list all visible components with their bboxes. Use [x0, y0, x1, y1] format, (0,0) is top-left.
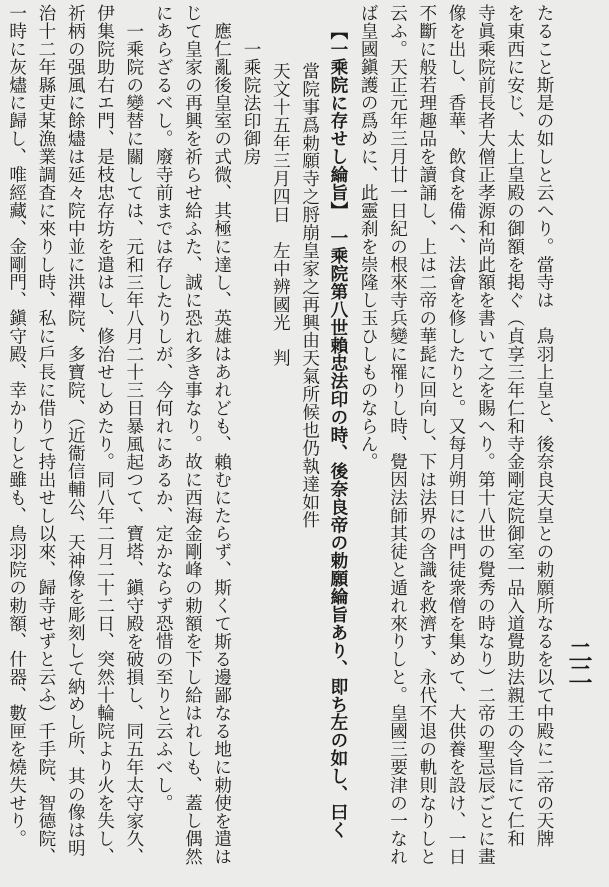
text-line: 應仁亂後皇室の式微、其極に達し、英雄はあれども、賴むにたらず、斯くて斯る邊鄙なる地に勅使を遣は	[211, 22, 232, 866]
text-line: 治十二年縣吏某漁業調査に來りし時、私に戶長に借りて持出せし以來、歸寺せずと云ふ）千手院、智德院、	[35, 4, 56, 866]
text-line: 伊集院助右エ門、是枝忠存坊を遣はし、修治せしめたり。同八年二月二十二日、突然十輪院より火を失し、	[94, 4, 115, 866]
text-line: 祈柄の强風に餘燼は延々院中並に洪禪院、多寶院、（近衞信輔公、天神像を彫刻して納めし所、其の像は明	[65, 4, 86, 857]
text-line: たること斯是の如しと云へり。當寺は 鳥羽上皇と、後奈良天皇との勅願所なるを以て中殿に二帝の天牌	[534, 4, 554, 848]
text-line: を東西に安じ、太上皇殿の御額を掲ぐ（貞享三年仁和寺金剛定院御室一品入道覺助法親王の令旨にて仁和	[504, 4, 525, 848]
text-line: 當院事爲勅願寺之脟崩皇家之再興由天氣所候也仍執達如件	[299, 62, 320, 529]
text-line: ば皇國鎭護の爲めに、此靈刹を崇隆し玉ひしものならん。	[358, 4, 379, 471]
vertical-text-body	[6, 4, 558, 880]
text-line: じて皇家の再興を祈らせ給ふた、誠に恐れ多き事なり。故に西海金剛峰の勅額を下し給はれしも、蓋し偶然	[182, 4, 203, 866]
text-line: 一時に灰燼に歸し、唯經藏、金剛門、鎭守殿、幸かりしと雖も、鳥羽院の勅額、什器、數匣を燒失せり。	[6, 4, 27, 848]
text-line: 天文十五年三月四日 左中辨國光 判	[270, 62, 291, 368]
page-number: 二二	[564, 640, 593, 684]
text-line: 云ふ。天正元年三月廿一日紀の根來寺兵變に罹りし時、覺因法師其徒と遁れ來りしと。皇國三要津の一なれ	[387, 4, 408, 866]
text-line: 一乘院法印御房	[241, 40, 262, 166]
text-line: にあらざるべし。廢寺前までは存したりしが、今何れにあるか、定かならず恐惜の至りと云ふべし。	[153, 4, 174, 812]
section-heading-line: 【一乘院に存せし綸旨】 一乘院第八世賴忠法印の時、後奈良帝の勅願綸旨あり、即ち左の如し、曰く	[327, 22, 349, 839]
text-line: 一乘院の變替に關しては、元和三年八月二十三日暴風起つて、寶塔、鎭守殿を破損し、同五年太守家久、	[123, 22, 144, 866]
text-line: 不斷に般若理趣品を讀誦し、上は二帝の華髭に回向し、下は法界の含識を救濟す、永代不退の軌則なりしと	[416, 4, 437, 866]
text-line: 寺眞乘院前長者大僧正孝源和尚此額を書いて之を賜へり。第十八世の覺秀の時なり）二帝の聖忌辰ごとに畫	[475, 4, 496, 866]
text-line: 像を出し、香華、飲食を備へ、法會を修したりと。又每月朔日には門徒衆僧を集めて、大供養を設け、一日	[446, 4, 467, 866]
